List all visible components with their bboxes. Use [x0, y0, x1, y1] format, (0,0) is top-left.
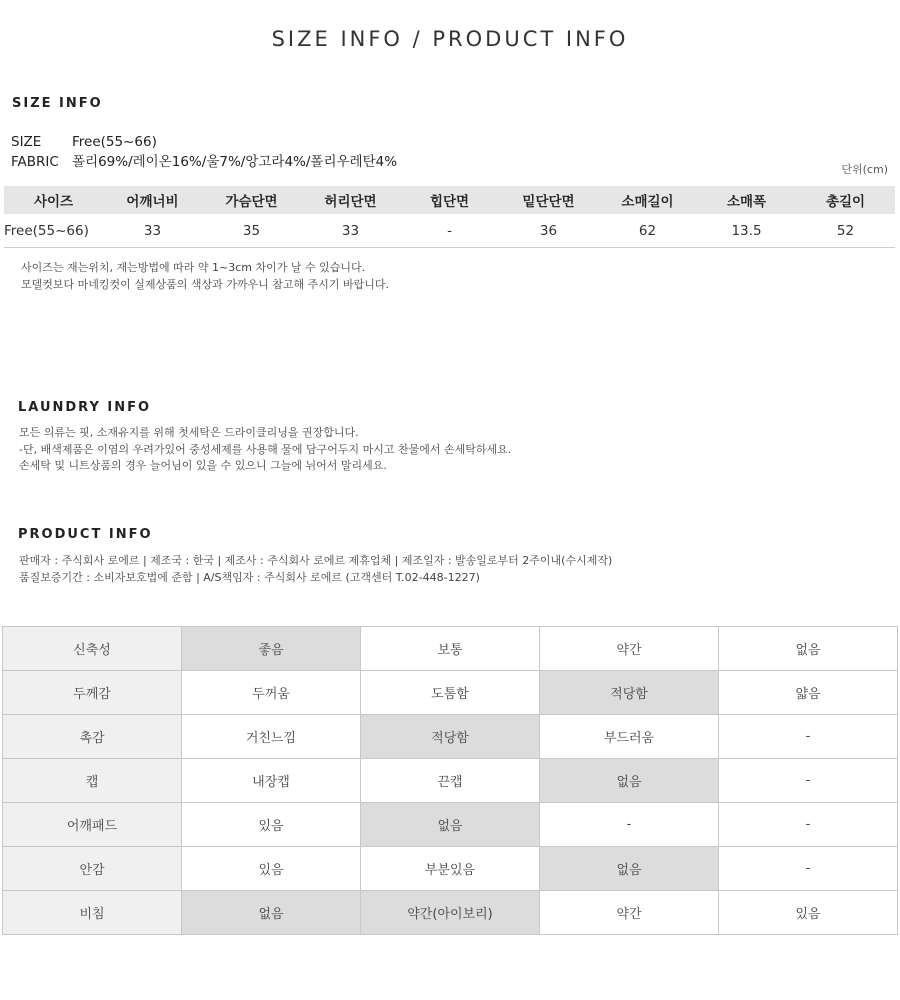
attribute-option: 보통: [361, 627, 540, 671]
attribute-row: [3, 803, 898, 847]
size-table: [4, 186, 895, 248]
size-table-cell: 36: [499, 214, 598, 248]
size-table-header: 총길이: [796, 186, 895, 214]
attribute-name: 촉감: [3, 715, 182, 759]
size-spec-row: [11, 134, 157, 150]
fabric-label: FABRIC: [11, 154, 59, 170]
attribute-option: 약간: [540, 627, 719, 671]
size-table-header: 소매길이: [598, 186, 697, 214]
table-row: [4, 214, 895, 248]
size-table-header: 힙단면: [400, 186, 499, 214]
attribute-option: 없음: [540, 847, 719, 891]
size-note-line: 모델컷보다 마네킹컷이 실제상품의 색상과 가까우니 참고해 주시기 바랍니다.: [21, 277, 390, 291]
attribute-option: 없음: [361, 803, 540, 847]
attribute-option: 두꺼움: [182, 671, 361, 715]
size-table-header-row: [4, 186, 895, 214]
attribute-row: [3, 715, 898, 759]
attribute-option: 부드러움: [540, 715, 719, 759]
attribute-option: -: [719, 847, 898, 891]
attribute-option: 있음: [182, 847, 361, 891]
size-note-line: 사이즈는 재는위치, 재는방법에 따라 약 1~3cm 차이가 날 수 있습니다.: [21, 261, 366, 274]
size-table-header: 소매폭: [697, 186, 796, 214]
laundry-notes: [19, 425, 511, 475]
size-table-cell: 62: [598, 214, 697, 248]
attribute-option: -: [719, 759, 898, 803]
size-table-header: 어깨너비: [103, 186, 202, 214]
attribute-option: -: [540, 803, 719, 847]
size-table-cell: 33: [301, 214, 400, 248]
attribute-option: 부분있음: [361, 847, 540, 891]
size-table-header: 사이즈: [4, 186, 103, 214]
page-title: SIZE INFO / PRODUCT INFO: [271, 27, 629, 52]
product-info-heading: PRODUCT INFO: [18, 527, 153, 542]
attribute-row: [3, 759, 898, 803]
attribute-name: 신축성: [3, 627, 182, 671]
attribute-name: 비침: [3, 891, 182, 935]
attribute-option: 얇음: [719, 671, 898, 715]
laundry-note-line: 손세탁 및 니트상품의 경우 늘어님이 있을 수 있으니 그늘에 뉘어서 말리세요.: [19, 459, 387, 472]
size-label: SIZE: [11, 134, 42, 150]
size-table-header: 가슴단면: [202, 186, 301, 214]
attribute-option: 없음: [540, 759, 719, 803]
size-notes: [21, 260, 389, 293]
size-table-cell: 52: [796, 214, 895, 248]
fabric-value: 폴리69%/레이온16%/울7%/앙고라4%/폴리우레탄4%: [72, 154, 398, 170]
attribute-name: 안감: [3, 847, 182, 891]
attribute-option: 약간(아이보리): [361, 891, 540, 935]
fabric-spec-row: [11, 150, 397, 170]
attribute-option: -: [719, 715, 898, 759]
laundry-note-line: 모든 의류는 핏, 소재유지를 위해 첫세탁은 드라이클리닝을 권장합니다.: [19, 426, 359, 439]
size-value: Free(55~66): [72, 134, 157, 150]
attribute-option: 끈캡: [361, 759, 540, 803]
attribute-option: 없음: [719, 627, 898, 671]
attribute-option: 적당함: [540, 671, 719, 715]
attribute-row: [3, 847, 898, 891]
size-table-cell: 13.5: [697, 214, 796, 248]
size-info-heading: SIZE INFO: [12, 96, 103, 111]
attribute-row: [3, 627, 898, 671]
attribute-option: -: [719, 803, 898, 847]
attribute-name: 어깨패드: [3, 803, 182, 847]
unit-label: 단위(cm): [841, 163, 888, 176]
attribute-table: [2, 626, 898, 935]
attribute-option: 약간: [540, 891, 719, 935]
attribute-row: [3, 671, 898, 715]
attribute-name: 두께감: [3, 671, 182, 715]
product-notes: [19, 553, 612, 586]
product-note-line: 판매자 : 주식회사 로에르 | 제조국 : 한국 | 제조사 : 주식회사 로에르 제휴업체 | 제조일자 : 발송일로부터 2주이내(수시제작): [19, 554, 613, 567]
size-table-header: 허리단면: [301, 186, 400, 214]
attribute-option: 없음: [182, 891, 361, 935]
attribute-name: 캡: [3, 759, 182, 803]
laundry-note-line: -단, 배색제품은 이염의 우려가있어 중성세제를 사용해 물에 담구어두지 마시고 찬물에서 손세탁하세요.: [19, 442, 512, 456]
size-table-cell: -: [400, 214, 499, 248]
attribute-option: 내장캡: [182, 759, 361, 803]
size-table-header: 밑단단면: [499, 186, 598, 214]
product-note-line: 품질보증기간 : 소비자보호법에 준함 | A/S책임자 : 주식회사 로에르 (고객센터 T.02-448-1227): [19, 570, 480, 584]
size-table-cell: 33: [103, 214, 202, 248]
size-table-cell: 35: [202, 214, 301, 248]
attribute-row: [3, 891, 898, 935]
attribute-option: 적당함: [361, 715, 540, 759]
attribute-option: 도톰함: [361, 671, 540, 715]
attribute-option: 있음: [182, 803, 361, 847]
attribute-option: 있음: [719, 891, 898, 935]
laundry-info-heading: LAUNDRY INFO: [18, 400, 152, 415]
attribute-option: 좋음: [182, 627, 361, 671]
attribute-option: 거친느낌: [182, 715, 361, 759]
size-table-cell: Free(55~66): [4, 214, 103, 248]
